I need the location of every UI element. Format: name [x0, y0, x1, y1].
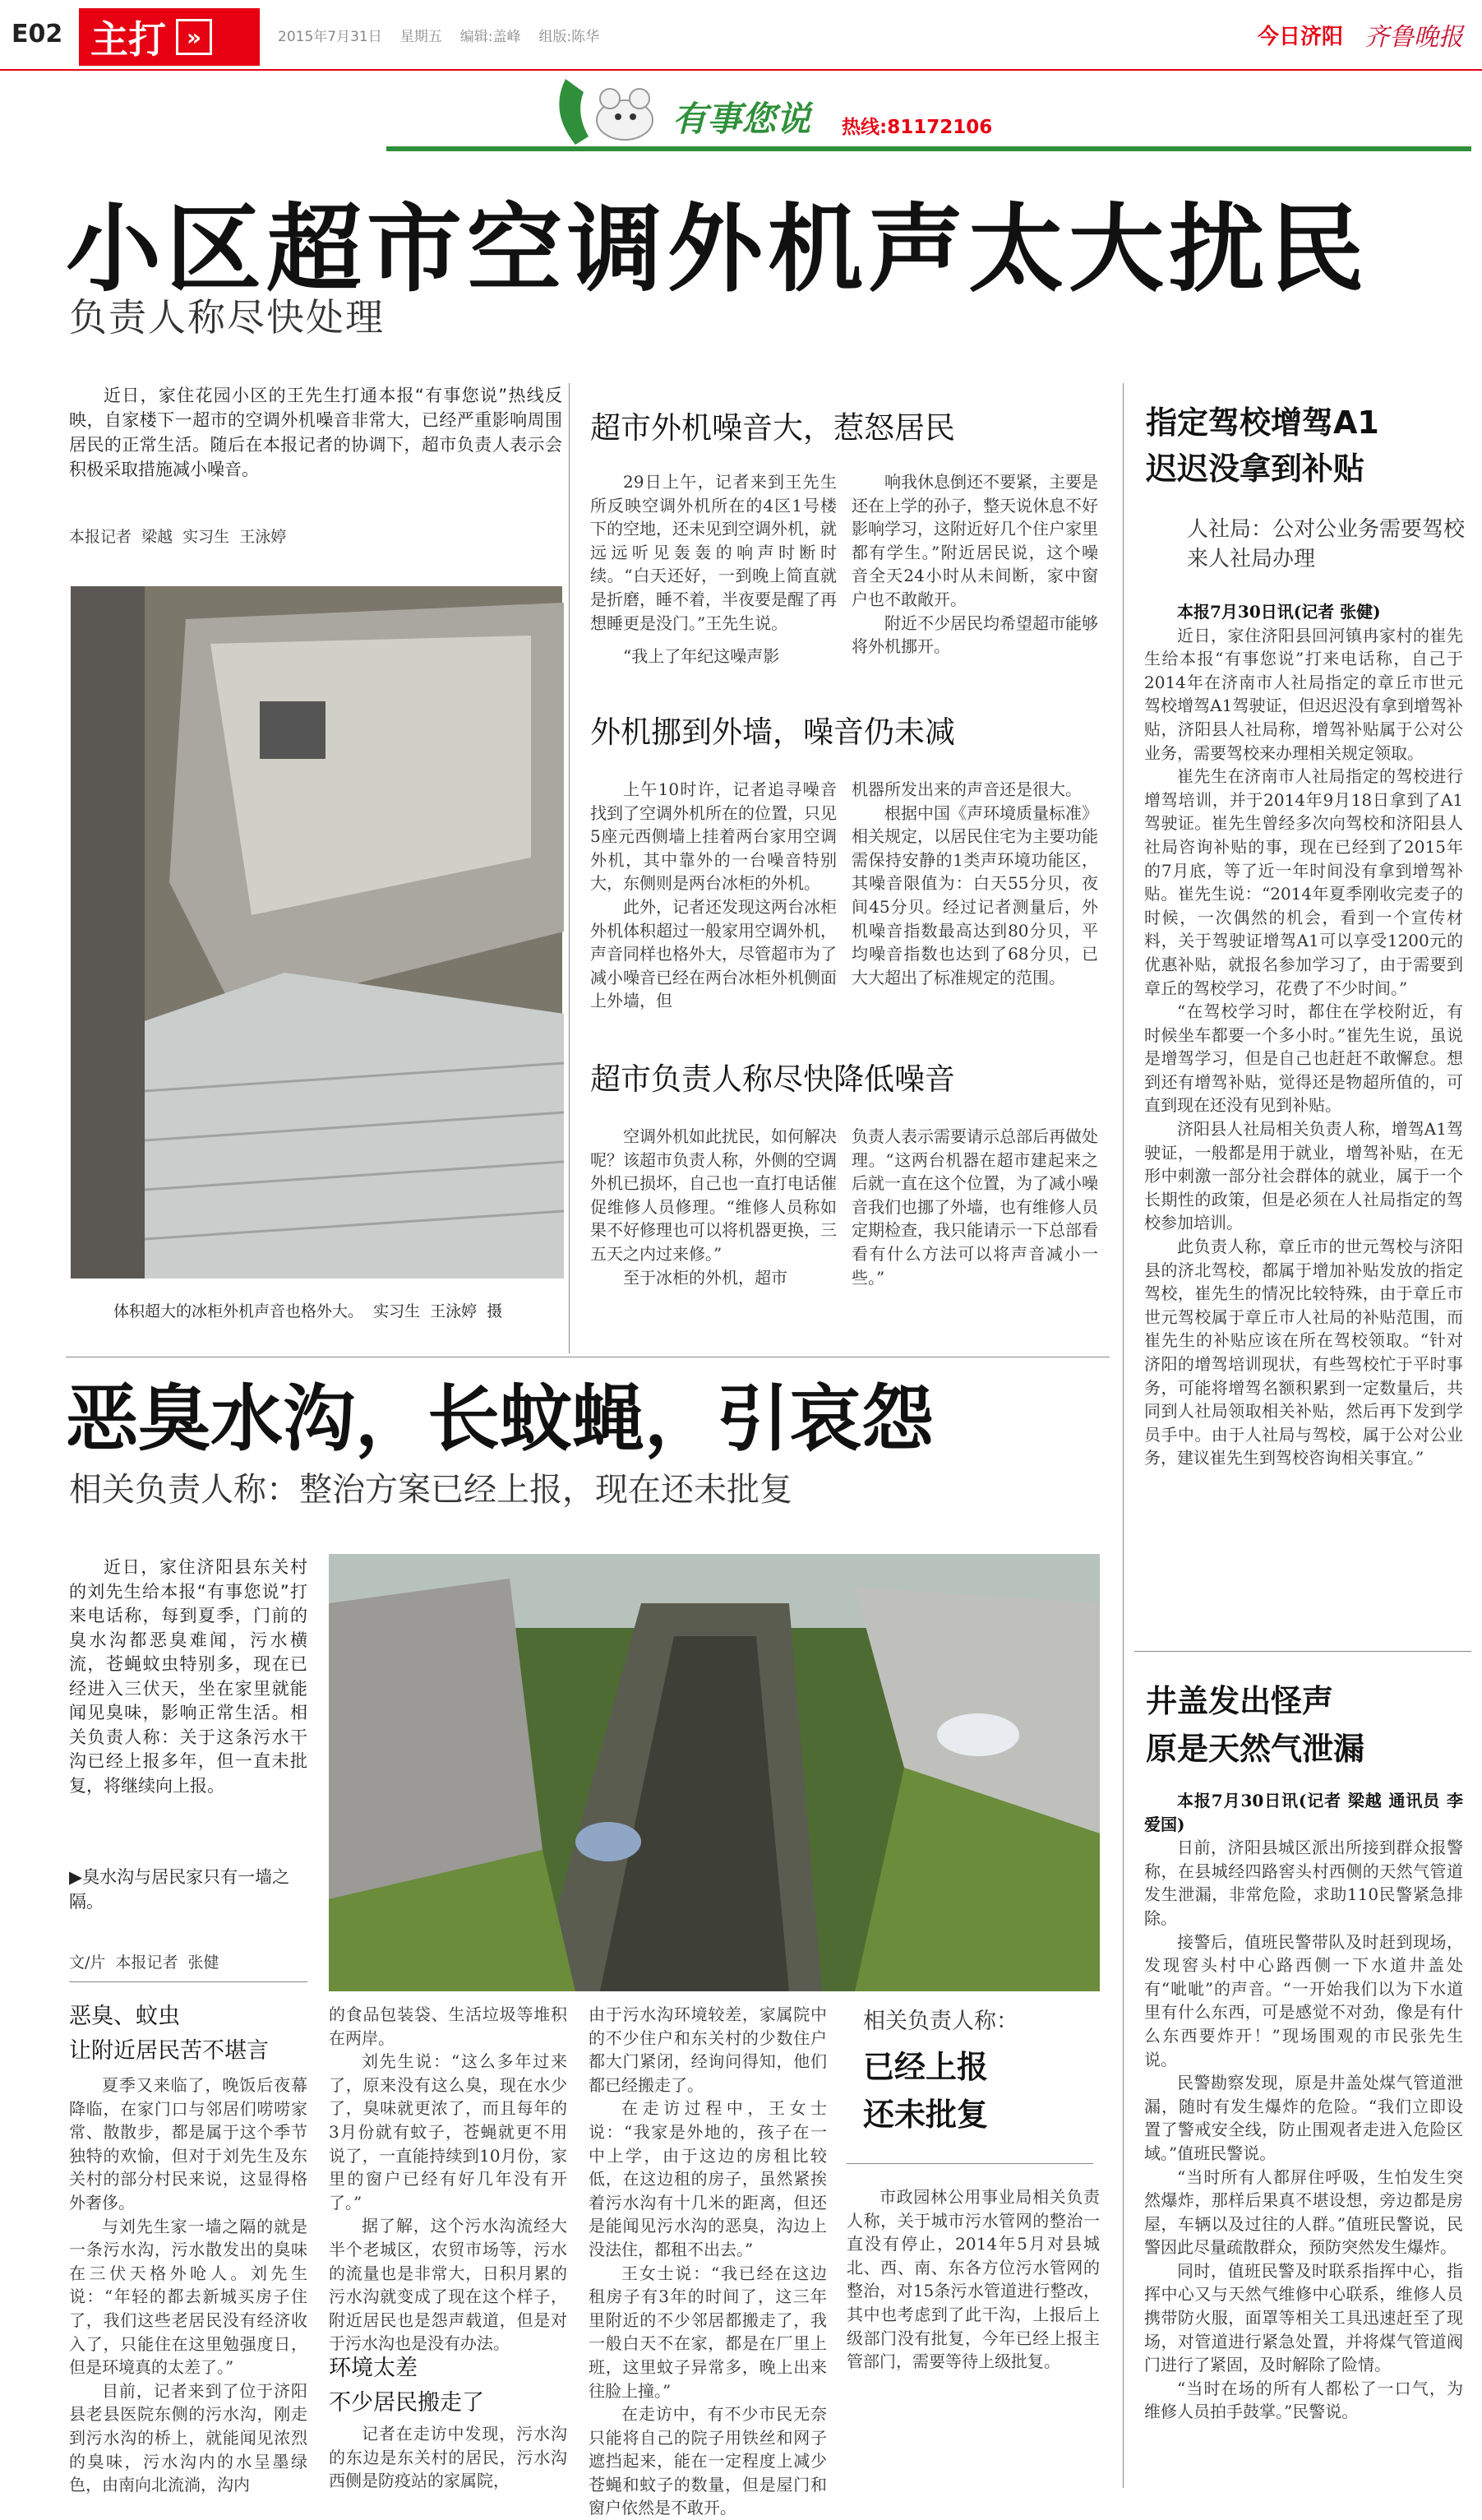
story1-lead-text: 近日，家住花园小区的王先生打通本报“有事您说”热线反映，自家楼下一超市的空调外机噪音非常大，已经严重影响周围居民的正常生活。随后在本报记者的协调下，超市负责人表示会积极采取措施减小噪音。: [69, 386, 562, 479]
section-label: 主打: [90, 17, 166, 62]
sewage-ditch-photo: [329, 1554, 1100, 1991]
story4-col1: 夏季又来临了，晚饭后夜幕降临，在家门口与邻居们唠唠家常、散散步，都是属于这个季节独特的欢愉，但对于刘先生及东关村的部分村民来说，这显得格外奢侈。 与刘先生家一墙之隔的就是一条污水沟，污水散发出的臭味在三伏天格外呛人。刘先生说：“年轻的都去新城买房子住了，我们这些老居民没有经济收入了，只能住在这里勉强度日，但是环境真的太差了。” 目前，记者来到了位于济阳县老县医院东侧的污水沟，刚走到污水沟的桥上，就能闻见浓烈的臭味，污水沟内的水呈墨绿色，由南向北流淌，沟内: [69, 2075, 307, 2495]
story3-headline-line1: 井盖发出怪声: [1146, 1683, 1334, 1719]
right-col-rule: [1134, 1651, 1471, 1652]
hotline-number: 热线:81172106: [842, 117, 993, 138]
issue-date: 2015年7月31日: [278, 29, 382, 45]
box-headline: 已经上报 还未批复: [863, 2049, 989, 2133]
story2-subhead: 人社局：公对公业务需要驾校来人社局办理: [1187, 517, 1466, 571]
story1-s2-right: 机器所发出来的声音还是很大。 根据中国《声环境质量标准》相关规定，以居民住宅为主要功能需保持安静的1类声环境功能区，其噪音限值为：白天55分贝，夜间45分贝。经过记者测量后，外机噪音指数最高达到80分贝，平均噪音指数也达到了68分贝，已大大超出了标准规定的范围。: [852, 779, 1098, 987]
story4-lead: 近日，家住济阳县东关村的刘先生给本报“有事您说”打来电话称，每到夏季，门前的臭水沟都恶臭难闻，污水横流，苍蝇蚊虫特别多，现在已经进入三伏天，坐在家里就能闻见臭味，影响正常生活。相关负责人称：关于这条污水干沟已经上报多年，但一直未批复，将继续向上报。: [69, 1557, 307, 1796]
story4-mid-rule: [69, 1981, 307, 1982]
double-chevron-icon: »: [176, 19, 212, 55]
ditch-photo-caption: ▶臭水沟与居民家只有一墙之隔。: [69, 1867, 290, 1912]
issue-info: [278, 25, 599, 45]
hotline-title: 有事您说: [672, 99, 811, 139]
issue-designer: 组版:陈华: [538, 29, 600, 45]
right-col-divider: [1123, 383, 1124, 2488]
hotline-emblem: [542, 71, 674, 153]
story3-body: 本报7月30日讯(记者 梁越 通讯员 李爱国) 日前，济阳县城区派出所接到群众报警称，在县城经四路窖头村西侧的天然气管道发生泄漏，非常危险，求助110民警紧急排除。 接警后，值班民警带队及时赶到现场，发现窖头村中心路西侧一下水道井盖处有“呲呲”的声音。“一开始我们以为下水道里有什么东西，可是感觉不对劲，像是有什么东西要炸开！”现场围观的市民张先生说。 民警勘察发现，原是井盖处煤气管道泄漏，随时有发生爆炸的危险。“我们立即设置了警戒安全线，防止围观者走进入危险区域。”值班民警说。 “当时所有人都屏住呼吸，生怕发生突然爆炸，那样后果真不堪设想，旁边都是房屋，车辆以及过往的人群。”值班民警说，民警因此尽量疏散群众，预防突然发生爆炸。 同时，值班民警及时联系指挥中心，指挥中心又与天然气维修中心联系，维修人员携带防火服，面罩等相关工具迅速赶至了现场，对管道进行紧急处置，并将煤气管道阀门进行了紧固，及时解除了险情。 “当时在场的所有人都松了一口气，为维修人员拍手鼓掌。”民警说。: [1144, 1791, 1463, 2422]
story3-dateline: 本报7月30日讯(记者 梁越 通讯员 李爱国): [1144, 1791, 1463, 1834]
ac-unit-graphic: [71, 586, 562, 1278]
story4-h1: 恶臭、蚊虫 让附近居民苦不堪言: [69, 2004, 269, 2064]
col-divider: [569, 383, 570, 1353]
story1-s1-left: 29日上午，记者来到王先生所反映空调外机所在的4区1号楼下的空地，还未见到空调外机，就远远听见轰轰的响声时断时续。“白天还好，一到晚上简直就是折磨，睡不着，半夜要是醒了再想睡更是没门。”王先生说。 “我上了年纪这噪声影: [590, 472, 837, 667]
official-response-box: 相关负责人称： 已经上报 还未批复 市政园林公用事业局相关负责人称，关于城市污水管网的整治一直没有停止，2014年5月对县城北、西、南、东各方位污水管网的整治，对15条污水管道进行整改，其中也考虑到了此干沟，上报后上级部门没有批复，今年已经上报主管部门，需要等待上级批复。: [847, 2003, 1100, 2374]
story3-headline: [1146, 1677, 1364, 1773]
story4-col2: 的食品包装袋、生活垃圾等堆积在两岸。 刘先生说：“这么多年过来了，原来没有这么臭，现在水少了，臭味就更浓了，而且每年的3月份就有蚊子，苍蝇就更不用说了，一直能持续到10月份，家里的窗户已经有好几年没有开了。” 据了解，这个污水沟流经大半个老城区，农贸市场等，污水的流量也是非常大，日积月累的污水沟就变成了现在这个样子，附近居民也是怨声载道，但是对于污水沟也是没有办法。: [329, 2004, 567, 2354]
story2-dateline: 本报7月30日讯(记者 张健): [1177, 602, 1381, 622]
story4-headline: 恶臭水沟，长蚊蝇，引哀怨: [66, 1376, 935, 1461]
story1-s2-left: 上午10时许，记者追寻噪音找到了空调外机所在的位置，只见5座元西侧墙上挂着两台家用空调外机，其中靠外的一台噪音特别大，东侧则是两台冰柜的外机。 此外，记者还发现这两台冰柜外机体积超过一般家用空调外机，声音同样也格外大，尽管超市为了减小噪音已经在两台冰柜外机侧面上外墙，但: [590, 779, 837, 1011]
story2-headline: [1146, 400, 1379, 492]
story1-subhead: 负责人称尽快处理: [69, 295, 385, 340]
ac-unit-photo: [71, 586, 562, 1278]
ditch-graphic: [329, 1554, 1100, 1991]
story1-h1: 超市外机噪音大，惹怒居民: [590, 410, 955, 446]
story2-headline-line2: 迟迟没拿到补贴: [1146, 451, 1365, 487]
story4-col2-end: 记者在走访中发现，污水沟的东边是东关村的居民，污水沟西侧是防疫站的家属院，: [329, 2424, 567, 2491]
box-label: 相关负责人称：: [863, 2009, 1018, 2034]
story1-headline: 小区超市空调外机声太大扰民: [66, 194, 1369, 305]
story4-subhead: 相关负责人称：整治方案已经上报，现在还未批复: [69, 1471, 792, 1509]
story4-byline: 文/片 本报记者 张健: [69, 1954, 219, 1972]
story1-h3: 超市负责人称尽快降低噪音: [590, 1061, 955, 1097]
page-number: E02: [12, 20, 63, 49]
issue-editor: 编辑:盖峰: [459, 29, 521, 45]
story1-lead: [69, 383, 562, 482]
header-rule: [0, 69, 1482, 71]
story1-s3-right: 负责人表示需要请示总部后再做处理。“这两台机器在超市建起来之后就一直在这个位置，为了减小噪音我们也挪了外墙，也有维修人员定期检查，我只能请示一下总部看看有什么方法可以将声音减小一些。”: [852, 1126, 1098, 1288]
box-rule: [847, 2163, 1093, 2164]
issue-weekday: 星期五: [399, 29, 442, 45]
story4-col3: 由于污水沟环境较差，家属院中的不少住户和东关村的少数住户都大门紧闭，经询问得知，他们都已经搬走了。 在走访过程中，王女士说：“我家是外地的，孩子在一中上学，由于这边的房租比较低，在这边租的房子，虽然紧挨着污水沟有十几米的距离，但还是能闻见污水沟的恶臭，沟边上没法住，都租不出去。” 王女士说：“我已经在这边租房子有3年的时间了，这三年里附近的不少邻居都搬走了，我一般白天不在家，都是在厂里上班，这里蚊子异常多，晚上出来往脸上撞。” 在走访中，有不少市民无奈只能将自己的院子用铁丝和网子遮挡起来，能在一定程度上减少苍蝇和蚊子的数量，但是屋门和窗户依然是不敢开。: [589, 2004, 827, 2518]
story4-h2: 环境太差 不少居民搬走了: [329, 2356, 484, 2416]
story2-headline-line1: 指定驾校增驾A1: [1146, 405, 1379, 441]
story1-s3-left: 空调外机如此扰民，如何解决呢？该超市负责人称，外侧的空调外机已损坏，自己也一直打电话催促维修人员修理。“维修人员称如果不好修理也可以将机器更换，三五天之内过来修。” 至于冰柜的外机，超市: [590, 1126, 837, 1288]
story1-h2: 外机挪到外墙，噪音仍未减: [590, 714, 955, 750]
story1-byline: 本报记者 梁越 实习生 王泳婷: [69, 528, 287, 546]
phone-mascot-icon: [542, 71, 674, 153]
section-tab: [79, 8, 260, 66]
ac-photo-caption: 体积超大的冰柜外机声音也格外大。 实习生 王泳婷 摄: [113, 1302, 503, 1320]
column-name: 今日济阳: [1258, 25, 1344, 49]
story3-headline-line2: 原是天然气泄漏: [1146, 1731, 1365, 1767]
story2-body: 本报7月30日讯(记者 张健) 近日，家住济阳县回河镇冉家村的崔先生给本报“有事您说”打来电话称，自己于2014年在济南市人社局指定的章丘市世元驾校增驾A1驾驶证，但迟迟没有拿到增驾补贴，济阳县人社局称，增驾补贴属于公对公业务，需要驾校来办理相关规定领取。 崔先生在济南市人社局指定的驾校进行增驾培训，并于2014年9月18日拿到了A1驾驶证。崔先生曾经多次向驾校和济阳县人社局咨询补贴的事，现在已经到了2015年的7月底，等了近一年时间没有拿到增驾补贴。崔先生说：“2014年夏季刚收完麦子的时候，一次偶然的机会，看到一个宣传材料，关于驾驶证增驾A1可以享受1200元的优惠补贴，就报名参加学习了，由于需要到章丘的驾校学习，花费了不少时间。” “在驾校学习时，都住在学校附近，有时候坐车都要一个多小时。”崔先生说，虽说是增驾学习，但是自己也赶赶不敢懈怠。想到还有增驾补贴，觉得还是物超所值的，可直到现在还没有见到补贴。 济阳县人社局相关负责人称，增驾A1驾驶证，一般都是用于就业，增驾补贴，在无形中刺激一部分社会群体的就业，属于一个长期性的政策，但是必须在人社局指定的驾校参加培训。 此负责人称，章丘市的世元驾校与济阳县的济北驾校，都属于增加补贴发放的指定驾校，崔先生的情况比较特殊，由于章丘市世元驾校属于章丘市人社局的补贴范围，而崔先生的补贴应该在所在驾校领取。“针对济阳的增驾培训现状，有些驾校忙于平时事务，可能将增驾名额积累到一定数量后，共同到人社局领取相关补贴，然后再下发到学员手中。由于人社局与驾校，属于公对公业务，建议崔先生到驾校咨询相关事宜。”: [1144, 602, 1463, 1468]
story1-s1-right: 响我休息倒还不要紧，主要是还在上学的孙子，整天说休息不好影响学习，这附近好几个住户家里都有学生。”附近居民说，这个噪音全天24小时从未间断，家中窗户也不敢敞开。 附近不少居民均希望超市能够将外机挪开。: [852, 472, 1098, 657]
paper-logo: 齐鲁晚报: [1364, 23, 1463, 52]
